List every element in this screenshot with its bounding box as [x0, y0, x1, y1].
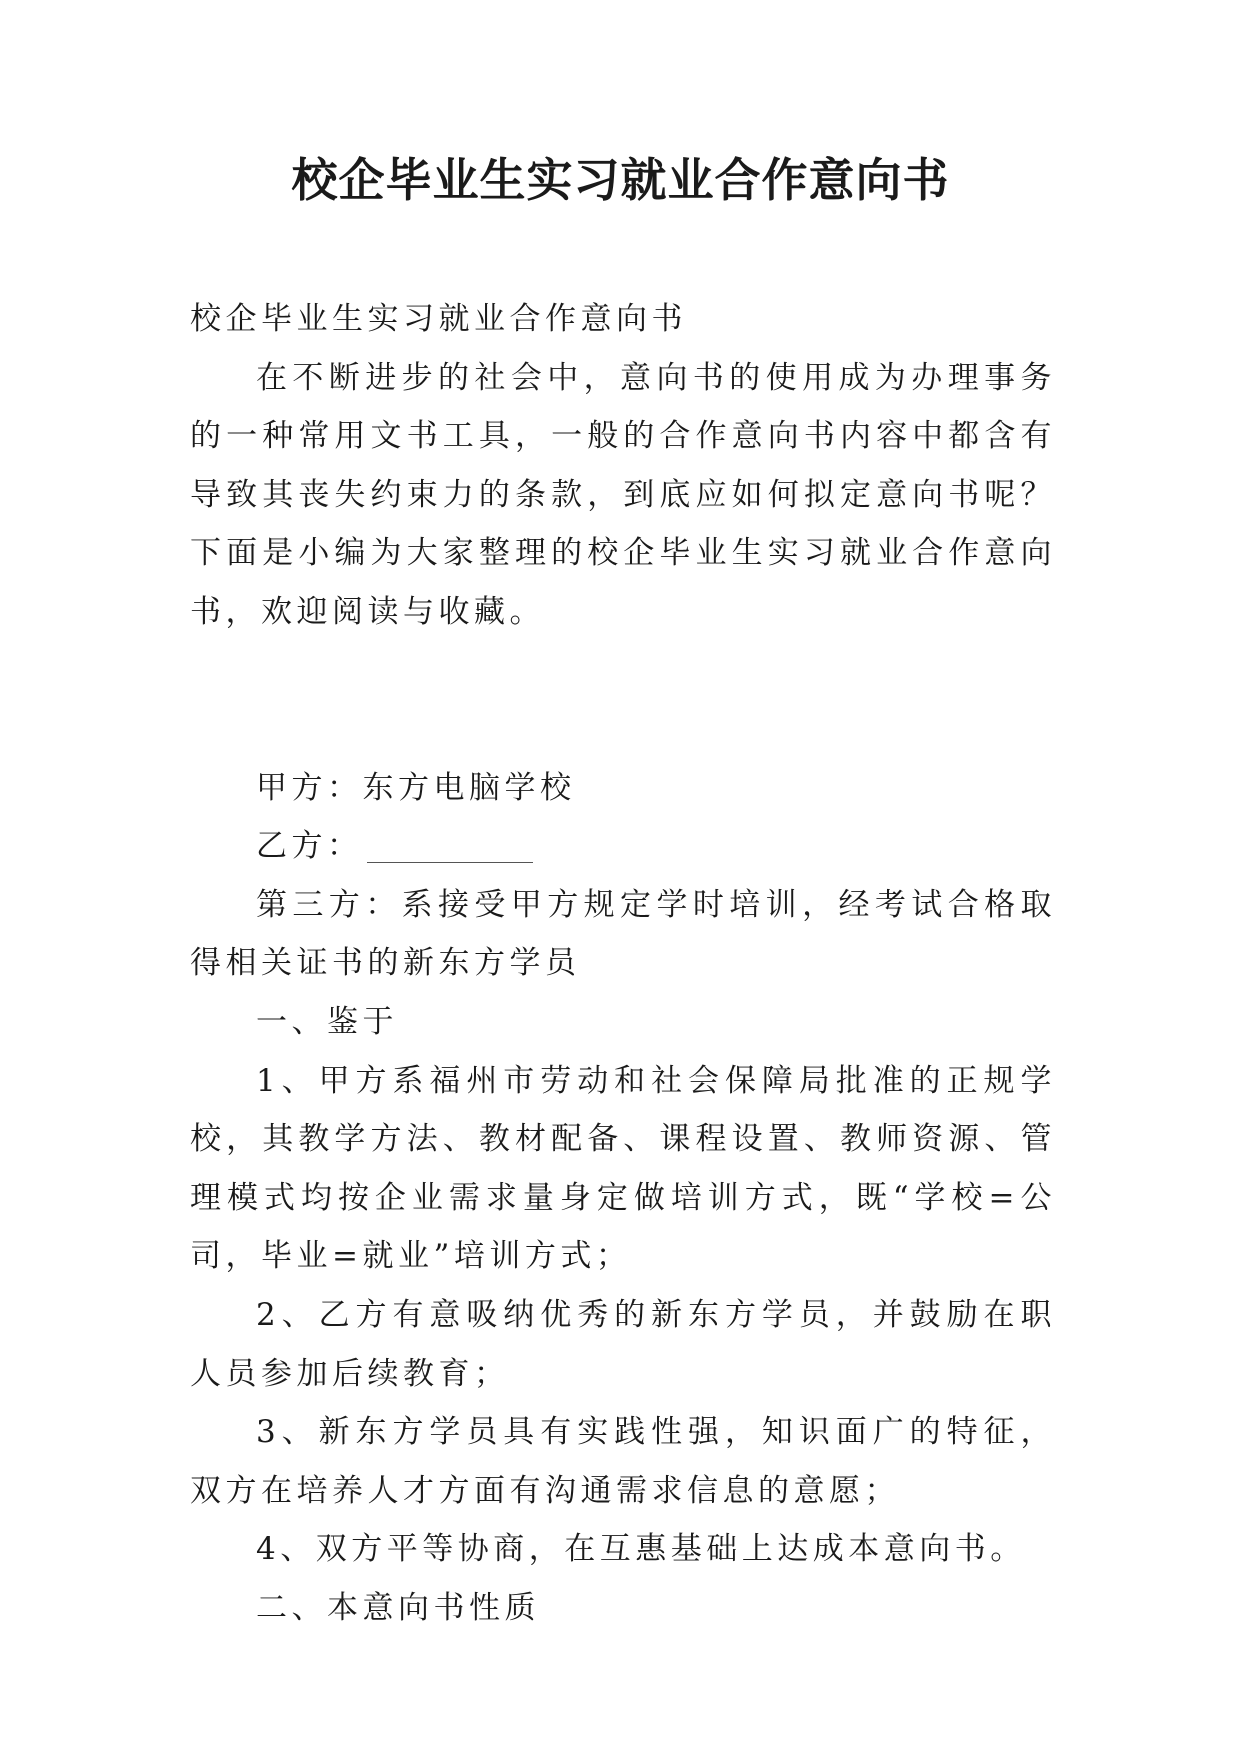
- paragraph-spacer: [190, 642, 1056, 759]
- party-a-line: 甲方：东方电脑学校: [256, 769, 576, 806]
- party-b-blank-field: [367, 832, 533, 863]
- section-heading-1: 一、鉴于: [256, 1003, 398, 1040]
- party-b-line: [190, 817, 1056, 876]
- intro-paragraph: 在不断进步的社会中，意向书的使用成为办理事务的一种常用文书工具，一般的合作意向书内容中都含有导致其丧失约束力的条款，到底应如何拟定意向书呢？下面是小编为大家整理的校企毕业生实习就业合作意向书，欢迎阅读与收藏。: [190, 359, 1056, 630]
- document-body: [190, 290, 1056, 1637]
- clause-3: 3、新东方学员具有实践性强，知识面广的特征，双方在培养人才方面有沟通需求信息的意愿；: [190, 1414, 1056, 1509]
- section-heading-2: 二、本意向书性质: [256, 1589, 540, 1626]
- party-b-label: 乙方：: [256, 828, 363, 865]
- clause-2: 2、乙方有意吸纳优秀的新东方学员，并鼓励在职人员参加后续教育；: [190, 1296, 1056, 1392]
- document-subtitle: 校企毕业生实习就业合作意向书: [190, 301, 687, 337]
- document-title: 校企毕业生实习就业合作意向书: [291, 153, 950, 207]
- clause-1: 1、甲方系福州市劳动和社会保障局批准的正规学校，其教学方法、教材配备、课程设置、教师资源、管理模式均按企业需求量身定做培训方式，既“学校=公司，毕业=就业”培训方式；: [190, 1062, 1056, 1275]
- clause-4: 4、双方平等协商，在互惠基础上达成本意向书。: [256, 1531, 1026, 1568]
- party-c-line: 第三方：系接受甲方规定学时培训，经考试合格取得相关证书的新东方学员: [190, 886, 1056, 982]
